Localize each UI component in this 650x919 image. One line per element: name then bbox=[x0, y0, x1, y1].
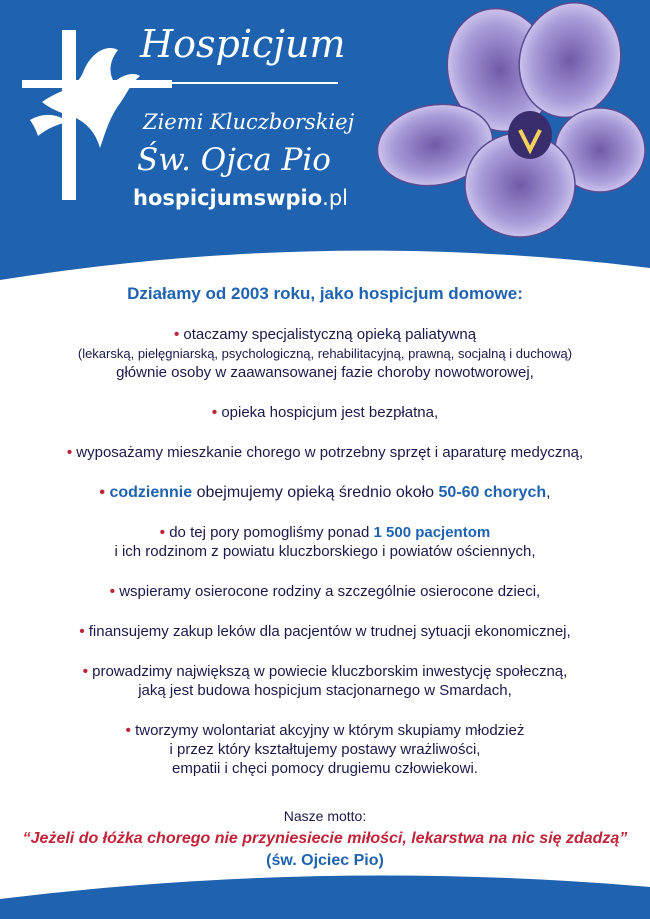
bullet: • bbox=[82, 663, 88, 680]
motto-quote: “Jeżeli do łóżka chorego nie przyniesiecie miłości, lekarstwa na nic się zdadzą” bbox=[22, 830, 628, 847]
item-text: i ich rodzinom z powiatu kluczborskiego i powiatów ościennych, bbox=[114, 543, 536, 560]
list-item bbox=[20, 582, 630, 601]
item-text: wspieramy osierocone rodziny a szczególnie osierocone dzieci, bbox=[119, 583, 541, 600]
motto-author: (św. Ojciec Pio) bbox=[266, 852, 384, 869]
motto-label: Nasze motto: bbox=[283, 808, 367, 824]
item-text: , bbox=[546, 484, 551, 501]
item-text: głównie osoby w zaawansowanej fazie choroby nowotworowej, bbox=[116, 364, 534, 381]
bullet: • bbox=[99, 484, 106, 501]
bullet: • bbox=[109, 583, 116, 600]
bullet: • bbox=[173, 326, 180, 343]
item-text: finansujemy zakup leków dla pacjentów w trudnej sytuacji ekonomicznej, bbox=[88, 623, 571, 640]
item-text: (lekarską, pielęgniarską, psychologiczną, rehabilitacyjną, prawną, socjalną i duchową) bbox=[77, 346, 573, 361]
bullet: • bbox=[66, 444, 73, 461]
list-item bbox=[20, 403, 630, 422]
list-item bbox=[20, 523, 630, 561]
subtitle-patron: Św. Ojca Pio bbox=[137, 142, 331, 178]
subtitle-region: Ziemi Kluczborskiej bbox=[143, 110, 355, 134]
item-text: obejmujemy opieką średnio około bbox=[192, 484, 439, 501]
item-text: prowadzimy największą w powiecie kluczborskim inwestycję społeczną, bbox=[92, 663, 568, 680]
item-text: do tej pory pomogliśmy ponad bbox=[169, 524, 374, 541]
item-text: otaczamy specjalistyczną opieką paliatywną bbox=[183, 326, 477, 343]
item-text: wyposażamy mieszkanie chorego w potrzebny sprzęt i aparaturę medyczną, bbox=[76, 444, 584, 461]
bullet: • bbox=[125, 722, 131, 739]
title-underline bbox=[143, 82, 338, 84]
list-item bbox=[20, 483, 630, 502]
list-item bbox=[20, 622, 630, 641]
item-text: opieka hospicjum jest bezpłatna, bbox=[221, 404, 439, 421]
list-item bbox=[20, 721, 630, 778]
list-item bbox=[20, 325, 630, 382]
bullet: • bbox=[159, 524, 166, 541]
website-link[interactable] bbox=[133, 186, 348, 210]
page-heading: Działamy od 2003 roku, jako hospicjum domowe: bbox=[127, 284, 523, 303]
list-item bbox=[20, 443, 630, 462]
item-text: empatii i chęci pomocy drugiemu człowiekowi. bbox=[172, 760, 478, 777]
list-item bbox=[20, 662, 630, 700]
item-text: tworzymy wolontariat akcyjny w którym skupiamy młodzież bbox=[135, 722, 525, 739]
bullet: • bbox=[211, 404, 218, 421]
item-highlight: 1 500 pacjentom bbox=[373, 524, 491, 541]
item-highlight: codziennie bbox=[109, 484, 193, 501]
item-text: i przez który kształtujemy postawy wrażliwości, bbox=[169, 741, 481, 758]
website-tld: .pl bbox=[322, 186, 348, 210]
item-text: jaką jest budowa hospicjum stacjonarnego w Smardach, bbox=[138, 682, 512, 699]
violet-flower-icon bbox=[370, 0, 650, 250]
title-hospicjum: Hospicjum bbox=[140, 22, 346, 66]
item-highlight: 50-60 chorych bbox=[438, 484, 547, 501]
main-content bbox=[20, 284, 630, 799]
bullet: • bbox=[79, 623, 85, 640]
website-name: hospicjumswpio bbox=[133, 186, 323, 210]
